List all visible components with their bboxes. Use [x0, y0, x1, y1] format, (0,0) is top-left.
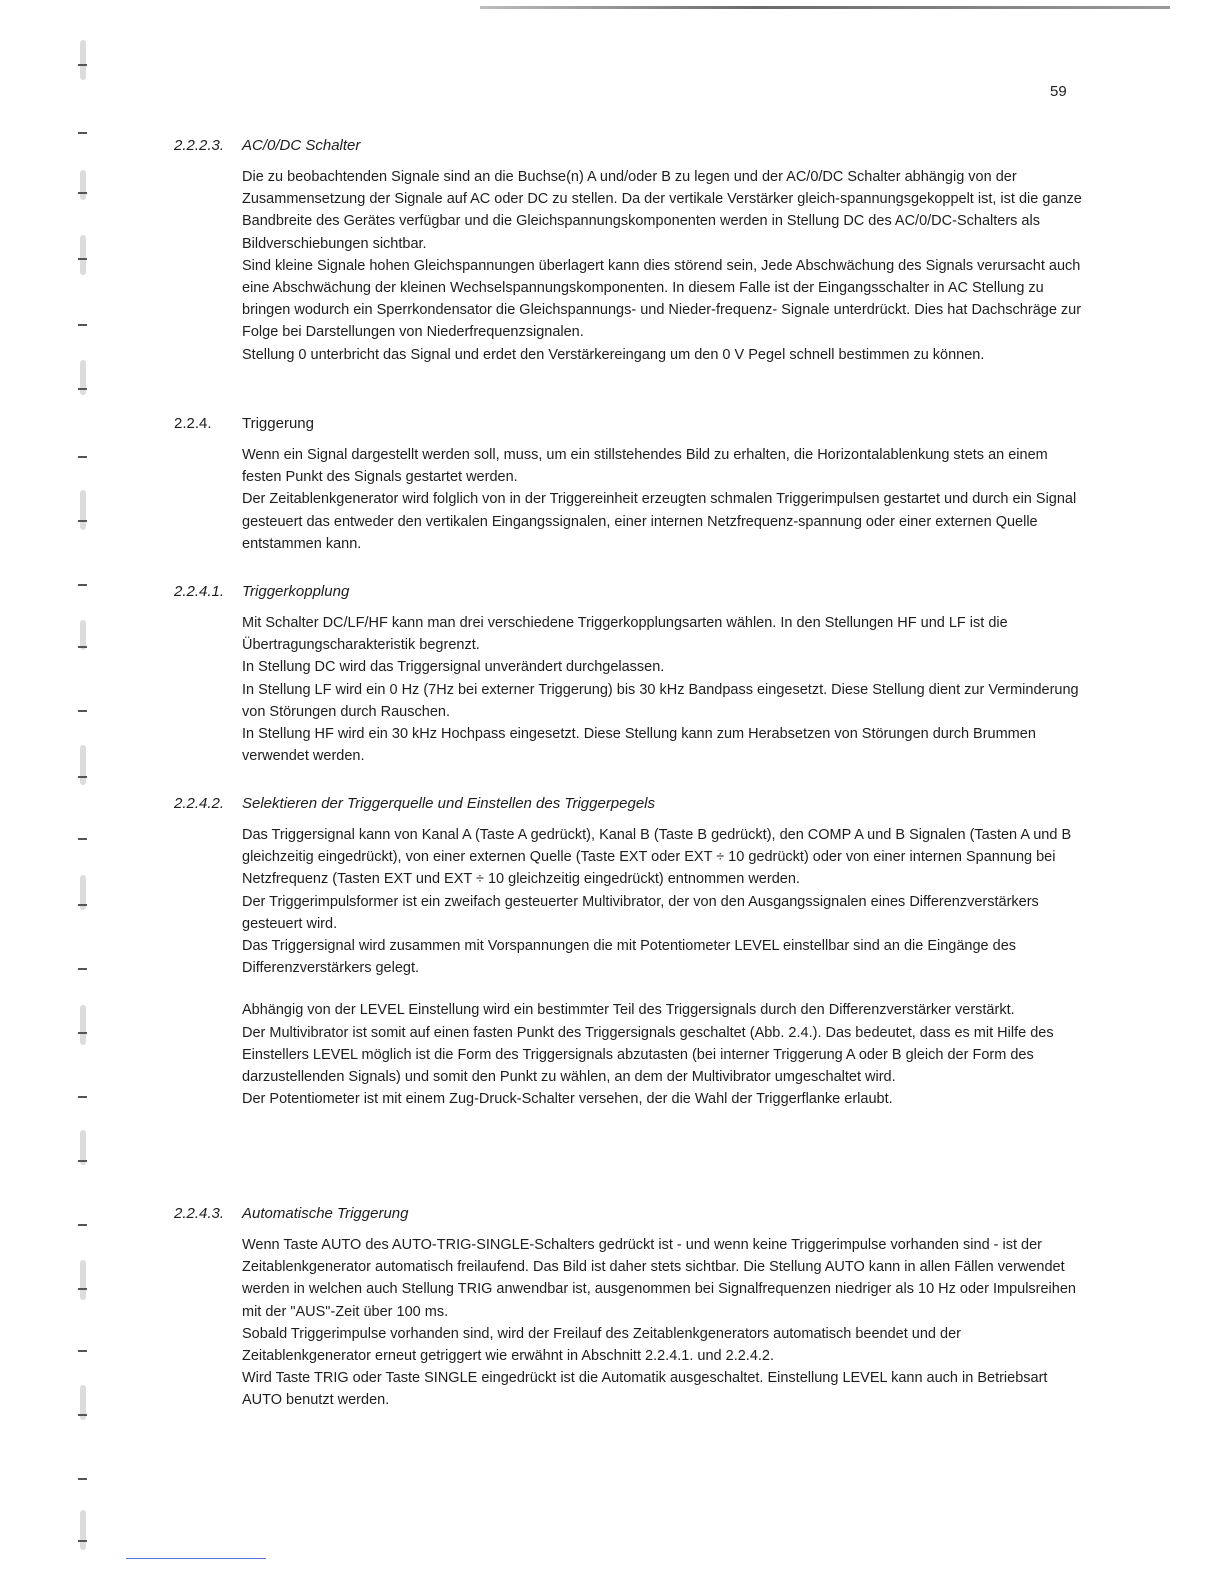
paragraph: Wenn ein Signal dargestellt werden soll, muss, um ein stillstehendes Bild zu erhalten, die Horizontalablenkung stets an einem festen Punkt des Signals gestartet werden.: [242, 447, 1048, 486]
paragraph: Die zu beobachtenden Signale sind an die Buchse(n) A und/oder B zu legen und der AC/0/DC Schalter abhängig von der Zusammensetzung der Signale auf AC oder DC zu stellen. Da der vertikale Verstärker gleich-spannungsgekoppelt ist, ist die ganze Bandbreite des Gerätes verfügbar und die Gleichspannungskomponenten werden in Stellung DC des AC/0/DC-Schalters als Bildverschiebungen sichtbar.: [242, 169, 1082, 252]
paragraph: Abhängig von der LEVEL Einstellung wird ein bestimmter Teil des Triggersignals durch den Differenzverstärker verstärkt.: [242, 1002, 1015, 1019]
section-heading: [174, 136, 1084, 156]
paragraph: Sobald Triggerimpulse vorhanden sind, wird der Freilauf des Zeitablenkgenerators automatisch beendet und der Zeitablenkgenerator erneut getriggert wie erwähnt in Abschnitt 2.2.4.1. und 2.2.4.2.: [242, 1325, 961, 1365]
section-number: 2.2.4.3.: [174, 1205, 225, 1222]
section-body: [242, 824, 1084, 1110]
section-number: 2.2.4.: [174, 415, 212, 432]
section-body: [242, 166, 1084, 366]
paragraph: Das Triggersignal kann von Kanal A (Taste A gedrückt), Kanal B (Taste B gedrückt), den COMP A und B Signalen (Tasten A und B gleichzeitig eingedrückt), von einer externen Quelle (Taste EXT oder EXT ÷ 10 gedrückt) oder von einer internen Spannung bei Netzfrequenz (Tasten EXT und EXT ÷ 10 gleichzeitig eingedrückt) entnommen werden.: [242, 827, 1072, 888]
section-triggerkopplung: [174, 582, 1084, 767]
section-body: [242, 444, 1084, 555]
paragraph: Stellung 0 unterbricht das Signal und erdet den Verstärkereingang um den 0 V Pegel schnell bestimmen zu können.: [242, 346, 985, 363]
binding-edge-marks: [78, 20, 92, 1580]
paragraph: In Stellung LF wird ein 0 Hz (7Hz bei externer Triggerung) bis 30 kHz Bandpass eingesetzt. Diese Stellung dient zur Verminderung von Störungen durch Rauschen.: [242, 681, 1079, 720]
section-body: [242, 612, 1084, 767]
top-scan-rule: [480, 6, 1170, 9]
page-number: 59: [1050, 83, 1067, 100]
section-heading: [174, 794, 1084, 814]
paragraph: Der Potentiometer ist mit einem Zug-Druck-Schalter versehen, der die Wahl der Triggerflanke erlaubt.: [242, 1091, 893, 1108]
section-title: Triggerung: [242, 415, 314, 432]
section-title: Automatische Triggerung: [242, 1205, 409, 1222]
section-title: AC/0/DC Schalter: [242, 137, 361, 154]
section-title: Triggerkopplung: [242, 583, 350, 600]
section-triggerquelle-triggerpegel: [174, 794, 1084, 1110]
paragraph: In Stellung DC wird das Triggersignal unverändert durchgelassen.: [242, 659, 665, 676]
section-heading: [174, 1204, 1084, 1224]
section-title: Selektieren der Triggerquelle und Einstellen des Triggerpegels: [242, 795, 656, 812]
section-ac-0-dc-schalter: [174, 136, 1084, 366]
paragraph: Der Zeitablenkgenerator wird folglich von in der Triggereinheit erzeugten schmalen Triggerimpulsen gestartet und durch ein Signal gesteuert das entweder den vertikalen Eingangssignalen, einer internen Netzfrequenz-spannung oder einer externen Quelle entstammen kann.: [242, 491, 1077, 552]
section-automatische-triggerung: [174, 1204, 1084, 1412]
section-triggerung: [174, 414, 1084, 555]
section-number: 2.2.4.1.: [174, 583, 225, 600]
paragraph: In Stellung HF wird ein 30 kHz Hochpass eingesetzt. Diese Stellung kann zum Herabsetzen von Störungen durch Brummen verwendet werden.: [242, 726, 1036, 765]
paragraph: Mit Schalter DC/LF/HF kann man drei verschiedene Triggerkopplungsarten wählen. In den Stellungen HF und LF ist die Übertragungscharakteristik begrenzt.: [242, 615, 1008, 654]
paragraph: Das Triggersignal wird zusammen mit Vorspannungen die mit Potentiometer LEVEL einstellbar sind an die Eingänge des Differenzverstärkers gelegt.: [242, 938, 1017, 977]
bottom-rule: [126, 1558, 266, 1559]
section-body: [242, 1234, 1084, 1412]
paragraph: Sind kleine Signale hohen Gleichspannungen überlagert kann dies störend sein, Jede Abschwächung des Signals verursacht auch eine Abschwächung der kleinen Wechselspannungskomponenten. In diesem Falle ist der Eingangsschalter in AC Stellung zu bringen wodurch ein Sperrkondensator die Gleichspannungs- und Nieder-frequenz- Signale unterdrückt. Dies hat Dachschräge zur Folge bei Darstellungen von Niederfrequenzsignalen.: [242, 257, 1082, 341]
section-heading: [174, 582, 1084, 602]
paragraph: Wenn Taste AUTO des AUTO-TRIG-SINGLE-Schalters gedrückt ist - und wenn keine Triggerimpulse vorhanden sind - ist der Zeitablenkgenerator automatisch freilaufend. Das Bild ist daher stets sichtbar. Die Stellung AUTO kann in allen Fällen verwendet werden in welchen auch Stellung TRIG anwendbar ist, ausgenommen bei Signalfrequenzen niedriger als 10 Hz oder Impulsreihen mit der "AUS"-Zeit über 100 ms.: [242, 1237, 1076, 1320]
section-heading: [174, 414, 1084, 434]
section-number: 2.2.2.3.: [174, 137, 225, 154]
section-number: 2.2.4.2.: [174, 795, 225, 812]
paragraph: Der Triggerimpulsformer ist ein zweifach gesteuerter Multivibrator, der von den Ausgangssignalen eines Differenzverstärkers gesteuert wird.: [242, 893, 1039, 932]
paragraph: Wird Taste TRIG oder Taste SINGLE eingedrückt ist die Automatik ausgeschaltet. Einstellung LEVEL kann auch in Betriebsart AUTO benutzt werden.: [242, 1370, 1048, 1409]
paragraph: Der Multivibrator ist somit auf einen fasten Punkt des Triggersignals geschaltet (Abb. 2.4.). Das bedeutet, dass es mit Hilfe des Einstellers LEVEL möglich ist die Form des Triggersignals abzutasten (bei interner Triggerung A oder B gleich der Form des darzustellenden Signals) und somit den Punkt zu wählen, an dem der Multivibrator umgeschaltet wird.: [242, 1024, 1054, 1086]
